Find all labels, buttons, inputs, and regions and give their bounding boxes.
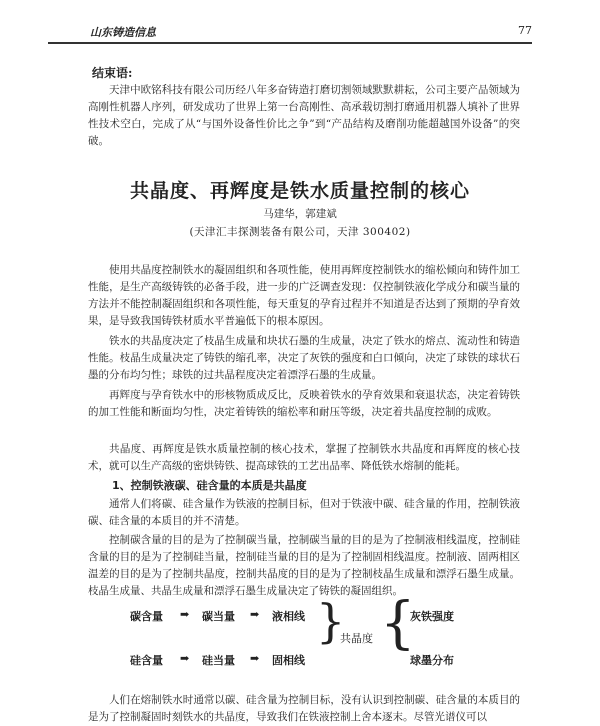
body-paragraph-1: 使用共晶度控制铁水的凝固组织和各项性能，使用再辉度控制铁水的缩松倾向和铸件加工性能，是生产高级铸铁的必备手段，进一步的广泛调查发现：仅控制铁液化学成分和碳当量的方法并不能控制凝固组织和各项性能，每天重复的孕育过程并不知道是否达到了预期的孕育效果，是导致我国铸铁材质水平普遍低下的根本原因。 [88,264,520,327]
node-solidus: 固相线 [272,654,305,667]
left-brace-icon: { [380,591,416,656]
section-paragraph-1: 通常人们将碳、硅含量作为铁液的控制目标，但对于铁液中碳、硅含量的作用，控制铁液碳、硅含量的本质目的并不清楚。 [88,498,520,527]
section-paragraph-2: 控制碳含量的目的是为了控制碳当量，控制碳当量的目的是为了控制液相线温度，控制硅含量的目的是为了控制硅当量，控制硅当量的目的是为了控制固相线温度。控制液、固两相区温差的目的是为了控制共晶度，控制共晶度的目的是为了控制枝晶生成量和漂浮石墨生成量。枝晶生成量、共晶生成量和漂浮石墨生成量决定了铸铁的凝固组织。 [88,534,520,597]
journal-name: 山东铸造信息 [90,26,156,39]
right-brace-icon: } [316,594,346,648]
section-heading: 1、控制铁液碳、硅含量的本质是共晶度 [112,479,307,492]
body-paragraph-3: 再辉度与孕育铁水中的形核物质成反比，反映着铁水的孕育效果和衰退状态，决定着铸铁的加工性能和断面均匀性，决定着铸铁的缩松率和耐压等级，决定着共晶度控制的成败。 [88,389,520,418]
node-carbon-content: 碳含量 [130,610,163,623]
article-title: 共晶度、再辉度是铁水质量控制的核心 [129,180,470,202]
article-affiliation: (天津汇丰探测装备有限公司，天津 300402) [189,226,411,238]
body-paragraph-2: 铁水的共晶度决定了枝晶生成量和块状石墨的生成量，决定了铁水的熔点、流动性和铸造性能。枝晶生成量决定了铸铁的缩孔率，决定了灰铁的强度和白口倾向，决定了球铁的球状石墨的分布均匀性；球铁的过共晶程度决定着漂浮石墨的生成量。 [88,335,520,381]
flow-diagram [130,591,490,682]
node-carbon-equivalent: 碳当量 [202,610,235,623]
conclusion-paragraph: 天津中欧铭科技有限公司历经八年多奋铸造打磨切割领域默默耕耘，公司主要产品领域为高刚性机器人序列，研发成功了世界上第一台高刚性、高承载切割打磨通用机器人填补了世界性技术空白，完成了从“与国外设备性价比之争”到“产品结构及磨削功能超越国外设备”的突破。 [88,84,520,147]
node-silicon-content: 硅含量 [130,654,163,667]
conclusion-heading: 结束语: [92,66,133,80]
node-eutectic-degree: 共晶度 [340,632,373,645]
body-paragraph-4: 共晶度、再辉度是铁水质量控制的核心技术，掌握了控制铁水共晶度和再辉度的核心技术，就可以生产高级的密烘铸铁、提高球铁的工艺出品率、降低铁水熔制的能耗。 [88,443,520,472]
node-gray-iron-strength: 灰铁强度 [410,610,454,623]
node-liquidus: 液相线 [272,610,305,623]
closing-paragraph: 人们在熔制铁水时通常以碳、硅含量为控制目标，没有认识到控制碳、硅含量的本质目的是为了控制凝固时刻铁水的共晶度，导致我们在铁液控制上舍本逐末。尽管光谱仪可以 [88,694,520,723]
page-number: 77 [518,24,532,37]
arrow-icon: ➡ [180,608,190,621]
arrow-icon: ➡ [180,652,190,665]
running-header [48,24,532,44]
node-nodule-distribution: 球墨分布 [410,654,454,667]
article-authors: 马建华，郭建斌 [263,208,337,220]
arrow-icon: ➡ [250,652,260,665]
arrow-icon: ➡ [250,608,260,621]
node-silicon-equivalent: 硅当量 [202,654,235,667]
